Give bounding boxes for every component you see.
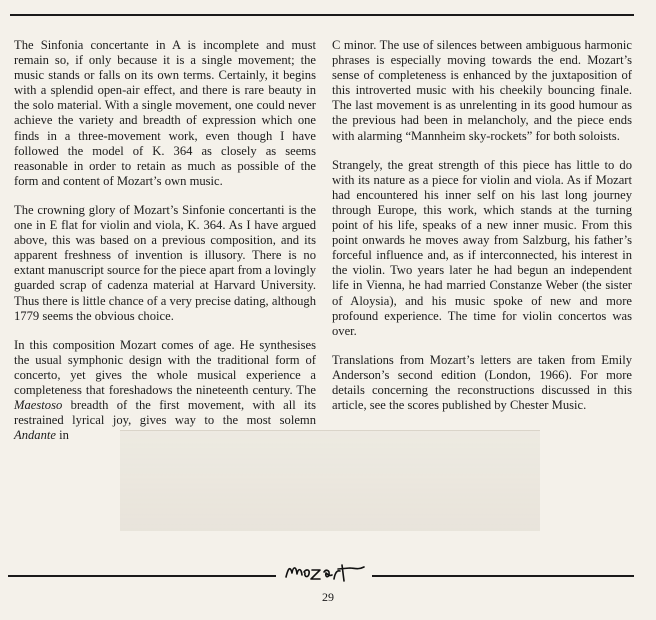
right-paragraph-3: Translations from Mozart’s letters are taken from Emily Anderson’s second edition (London, 1966). For more details concerning the reconstructions discussed in this article, see the scores published by Chester Music.: [332, 352, 632, 413]
left-paragraph-1: The Sinfonia concertante in A is incomplete and must remain so, if only because it is a single movement; the music stands or falls on its own terms. Certainly, it begins with a splendid open-air effect, and there is rare beauty in the solo material. With a single movement, one could never achieve the variety and breadth of expression which one finds in a three-movement work, even though I have followed the model of K. 364 as closely as seems reasonable in order to retain as much as possible of the form and content of Mozart’s own music.: [14, 38, 316, 188]
right-paragraph-2: Strangely, the great strength of this piece has little to do with its nature as a piece for violin and viola. As if Mozart had encountered his inner self on his last long journey through Europe, this work, which stands at the turning point of his life, speaks of a new inner music. From this point onwards he moves away from Salzburg, his father’s forceful influence and, as if interconnected, his interest in the violin. Two years later he had begun an independent life in Vienna, he had married Constanze Weber (the sister of Aloysia), and his music spoke of new and more profound experience. The time for violin concertos was over.: [332, 157, 632, 338]
mozart-signature-logo: [280, 555, 370, 589]
bottom-rule-left: [8, 575, 276, 577]
left-paragraph-2: The crowning glory of Mozart’s Sinfonie concertanti is the one in E flat for violin and viola, K. 364. As I have argued above, this was based on a previous composition, and its apparent freshness of invention is illusory. There is no extant manuscript source for the piece apart from a lovingly guarded scrap of cadenza material at Harvard University. Thus there is little chance of a very precise dating, although 1779 seems the obvious choice.: [14, 202, 316, 323]
bottom-rule-right: [372, 575, 634, 577]
maestoso-term: Maestoso: [14, 398, 63, 413]
left-paragraph-3: [14, 338, 316, 444]
p3-text-end: in: [55, 428, 69, 443]
left-column: [14, 38, 316, 457]
p3-text-start: In this composition Mozart comes of age. He synthesises the usual symphonic design with the traditional form of concerto, yet gives the whole musical experience a completeness that foreshadows the nineteenth century. The: [14, 337, 316, 397]
right-column: [332, 38, 632, 427]
top-rule: [10, 14, 634, 16]
andante-term: Andante: [14, 428, 56, 443]
page-number: 29: [322, 590, 334, 604]
p3-text-middle: breadth of the first movement, with all its restrained lyrical joy, gives way to the most solemn: [14, 398, 316, 428]
right-paragraph-1: C minor. The use of silences between ambiguous harmonic phrases is especially moving towards the end. Mozart’s sense of completeness is enhanced by the juxtaposition of this introverted music with his cheekily bouncing finale. The last movement is as unrelenting in its good humour as the previous had been in melancholy, and the piece ends with alarming “Mannheim sky-rockets” for both soloists.: [332, 38, 632, 143]
